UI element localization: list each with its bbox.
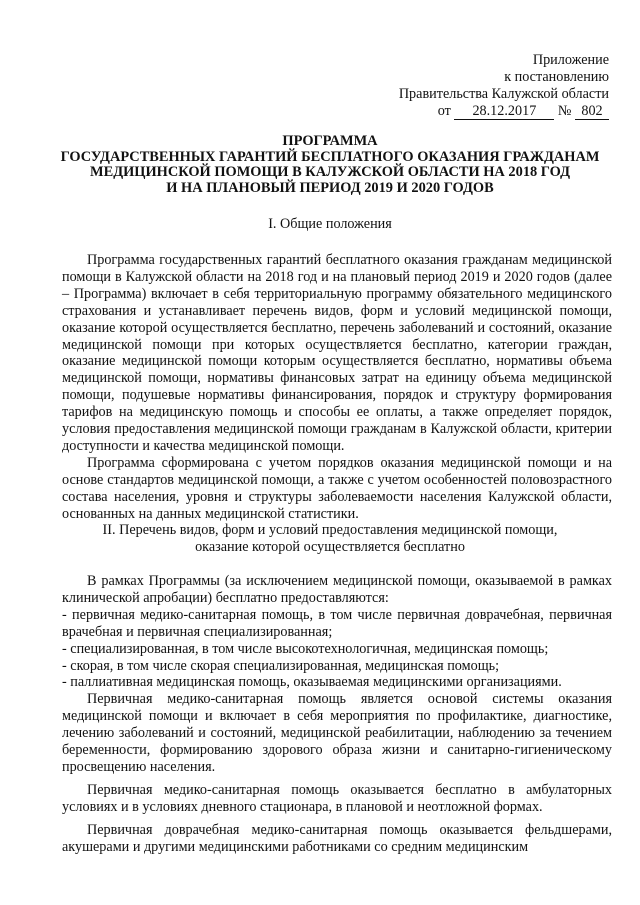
list-item: - скорая, в том числе скорая специализированная, медицинская помощь;: [62, 657, 500, 674]
title-line-3: МЕДИЦИНСКОЙ ПОМОЩИ В КАЛУЖСКОЙ ОБЛАСТИ НА 2018 ГОД: [90, 164, 570, 180]
title-line-4: И НА ПЛАНОВЫЙ ПЕРИОД 2019 И 2020 ГОДОВ: [166, 179, 494, 196]
section-2-heading-line-1: II. Перечень видов, форм и условий предоставления медицинской помощи,: [102, 522, 558, 538]
title-line-1: ПРОГРАММА: [282, 133, 378, 149]
appendix-title: Приложение: [532, 52, 609, 68]
section-2-paragraph-3: Первичная медико-санитарная помощь оказывается бесплатно в амбулаторных условиях и в условиях дневного стационара, в плановой и неотложной формах.: [62, 781, 612, 815]
appendix-block: [399, 52, 609, 120]
section-2-paragraph-4: Первичная доврачебная медико-санитарная помощь оказывается фельдшерами, акушерами и другими медицинскими работниками со средним медицинским: [62, 821, 612, 855]
section-1-paragraph-1: Программа государственных гарантий бесплатного оказания гражданам медицинской помощи в Калужской области на 2018 год и на плановый период 2019 и 2020 годов (далее – Программа) включает в себя территориальную программу обязательного медицинского страхования и устанавливает перечень видов, форм и условий медицинской помощи, оказание которой осуществляется бесплатно, перечень заболеваний и состояний, оказание медицинской помощи при которых осуществляется бесплатно, категории граждан, оказание медицинской помощи которым осуществляется бесплатно, нормативы объема медицинской помощи, нормативы финансовых затрат на единицу объема медицинской помощи, подушевые нормативы финансирования, порядок и структуру формирования тарифов на медицинскую помощь и способы ее оплаты, а также определяет порядок, условия предоставления медицинской помощи гражданам в Калужской области, критерии доступности и качества медицинской помощи.: [62, 252, 612, 454]
section-2-heading-line-2: оказание которой осуществляется бесплатно: [195, 538, 465, 555]
resolution-date: 28.12.2017: [454, 104, 554, 120]
document-title: [40, 134, 620, 196]
appendix-ref: к постановлению: [504, 68, 609, 85]
list-item: - первичная медико-санитарная помощь, в том числе первичная доврачебная, первичная врачебная и первичная специализированная;: [62, 606, 612, 640]
appendix-authority: Правительства Калужской области: [398, 85, 609, 102]
from-label: от: [437, 102, 451, 119]
list-item: - паллиативная медицинская помощь, оказываемая медицинскими организациями.: [62, 674, 562, 691]
section-1-heading: I. Общие положения: [268, 216, 392, 232]
section-2-heading: [40, 522, 620, 556]
title-line-2: ГОСУДАРСТВЕННЫХ ГАРАНТИЙ БЕСПЛАТНОГО ОКАЗАНИЯ ГРАЖДАНАМ: [60, 148, 600, 165]
section-1-body: [62, 252, 612, 523]
section-2-paragraph-1: В рамках Программы (за исключением медицинской помощи, оказываемой в рамках клинической апробации) бесплатно предоставляются:: [62, 573, 612, 606]
resolution-number: 802: [575, 104, 609, 120]
appendix-date-line: [399, 103, 609, 120]
section-2-body: [62, 573, 612, 856]
section-2-paragraph-2: Первичная медико-санитарная помощь является основой системы оказания медицинской помощи и включает в себя мероприятия по профилактике, диагностике, лечению заболеваний и состояний, медицинской реабилитации, наблюдению за течением беременности, формированию здорового образа жизни и санитарно-гигиеническому просвещению населения.: [62, 691, 612, 775]
number-label: №: [557, 102, 572, 119]
list-item: - специализированная, в том числе высокотехнологичная, медицинская помощь;: [62, 640, 549, 657]
section-1-paragraph-2: Программа сформирована с учетом порядков оказания медицинской помощи и на основе стандартов медицинской помощи, а также с учетом особенностей половозрастного состава населения, уровня и структуры заболеваемости населения Калужской области, основанных на данных медицинской статистики.: [62, 454, 612, 522]
